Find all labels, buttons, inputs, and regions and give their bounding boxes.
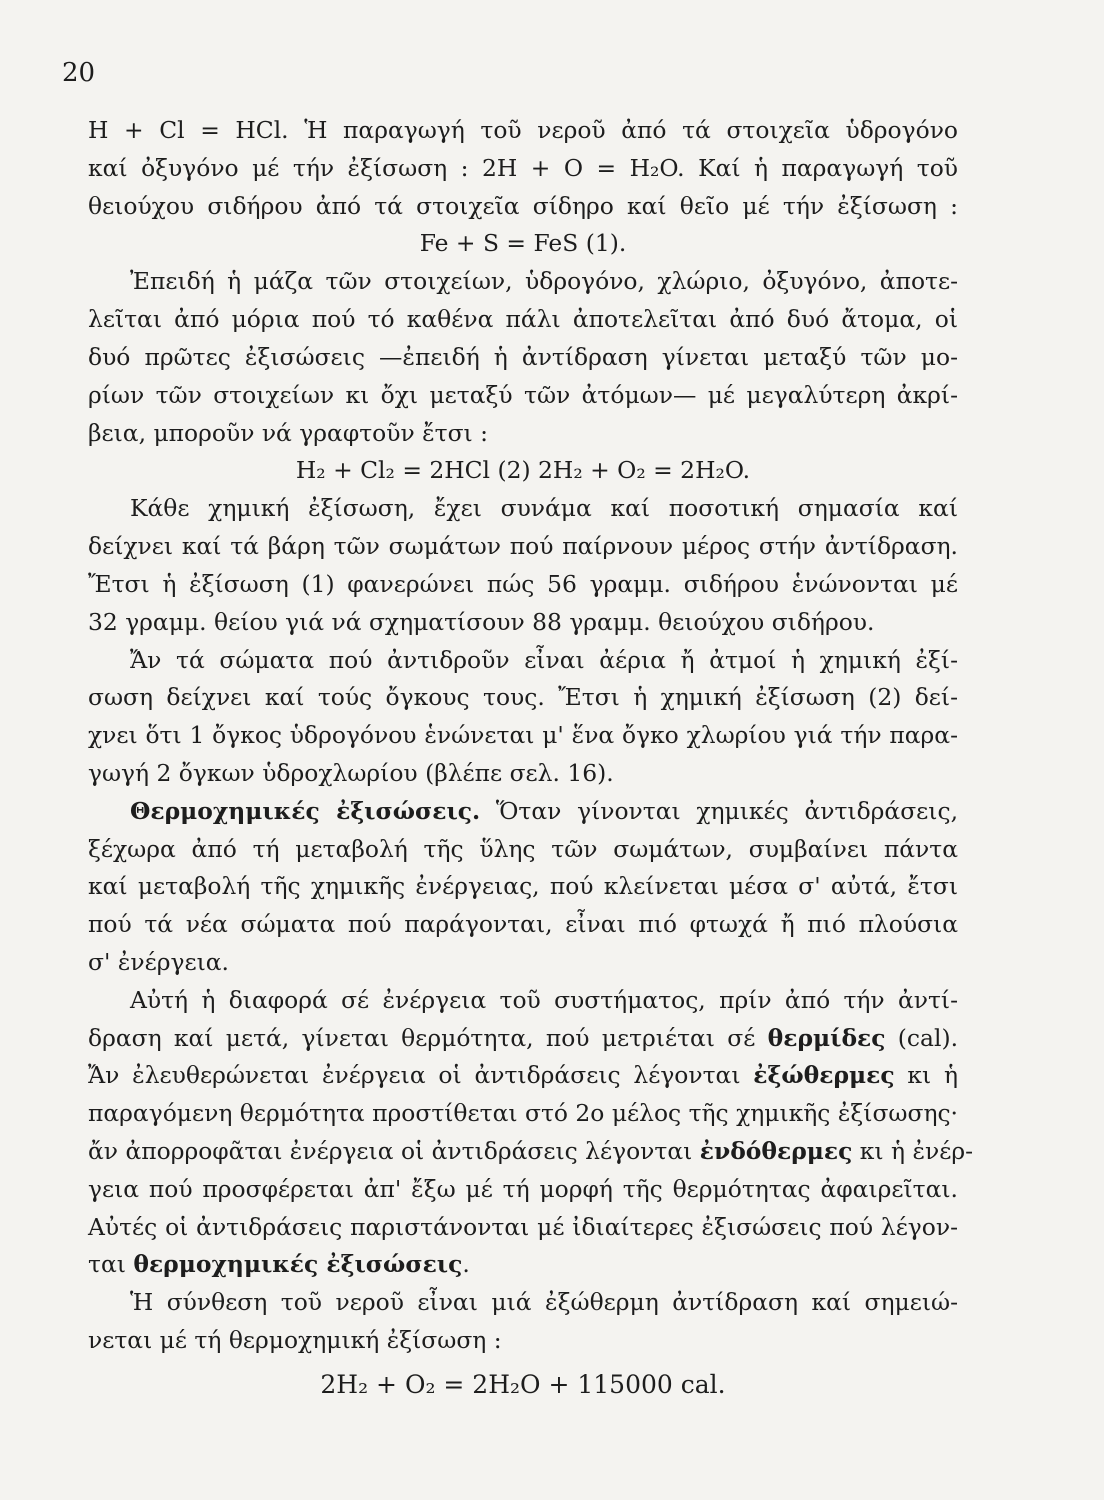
text-fragment: . bbox=[462, 1250, 470, 1279]
text-line: παραγόμενη θερμότητα προστίθεται στό 2ο μέλος τῆς χημικῆς ἐξίσωσης· bbox=[88, 1099, 958, 1128]
text-line: δείχνει καί τά βάρη τῶν σωμάτων πού παίρνουν μέρος στήν ἀντίδραση. bbox=[88, 532, 958, 561]
text-fragment: Ἄν ἐλευθερώνεται ἐνέργεια οἱ ἀντιδράσεις λέγονται bbox=[88, 1061, 754, 1090]
page-number: 20 bbox=[62, 58, 96, 88]
text-line bbox=[88, 1020, 958, 1058]
equation-3: 2H₂ + O₂ = 2H₂O + 115000 cal. bbox=[320, 1369, 726, 1399]
text-fragment: κι ἡ ἐνέρ- bbox=[852, 1136, 974, 1165]
text-line: ρίων τῶν στοιχείων κι ὄχι μεταξύ τῶν ἀτόμων— μέ μεγαλύτερη ἀκρί- bbox=[88, 380, 958, 409]
text-line: δυό πρῶτες ἐξισώσεις —ἐπειδή ἡ ἀντίδραση γίνεται μεταξύ τῶν μο- bbox=[88, 342, 958, 371]
text-line bbox=[88, 1133, 974, 1171]
text-line: Ἐπειδή ἡ μάζα τῶν στοιχείων, ὑδρογόνο, χλώριο, ὀξυγόνο, ἀποτε- bbox=[130, 267, 958, 296]
page-text bbox=[88, 112, 974, 1404]
section-heading-line bbox=[88, 793, 958, 831]
text-line: Αὐτή ἡ διαφορά σέ ἐνέργεια τοῦ συστήματος, πρίν ἀπό τήν ἀντί- bbox=[130, 985, 958, 1014]
text-fragment: ται bbox=[88, 1250, 134, 1279]
text-line: 32 γραμμ. θείου γιά νά σχηματίσουν 88 γραμμ. θειούχου σιδήρου. bbox=[88, 607, 875, 636]
term-endothermic: ἐνδόθερμες bbox=[699, 1136, 853, 1165]
text-line bbox=[88, 1246, 958, 1284]
text-fragment: κι ἡ bbox=[894, 1061, 958, 1090]
term-thermochemical-equations: θερμοχημικές ἐξισώσεις bbox=[133, 1250, 463, 1279]
equation-2: H₂ + Cl₂ = 2HCl (2) 2H₂ + O₂ = 2H₂O. bbox=[295, 456, 751, 485]
text-line: καί μεταβολή τῆς χημικῆς ἐνέργειας, πού κλείνεται μέσα σ' αὐτά, ἔτσι bbox=[88, 872, 958, 901]
text-line: Ἡ σύνθεση τοῦ νεροῦ εἶναι μιά ἐξώθερμη ἀντίδραση καί σημειώ- bbox=[130, 1288, 958, 1317]
term-calories: θερμίδες bbox=[767, 1023, 886, 1052]
text-line: ξέχωρα ἀπό τή μεταβολή τῆς ὕλης τῶν σωμάτων, συμβαίνει πάντα bbox=[88, 834, 958, 863]
text-fragment: Ὅταν γίνονται χημικές ἀντιδράσεις, bbox=[480, 796, 959, 825]
text-line bbox=[88, 1057, 958, 1095]
text-line: σωση δείχνει καί τούς ὄγκους τους. Ἔτσι ἡ χημική ἐξίσωση (2) δεί- bbox=[88, 683, 958, 712]
section-heading: Θερμοχημικές ἐξισώσεις. bbox=[130, 796, 481, 825]
text-line: γεια πού προσφέρεται ἀπ' ἔξω μέ τή μορφή τῆς θερμότητας ἀφαιρεῖται. bbox=[88, 1174, 958, 1203]
term-exothermic: ἐξώθερμες bbox=[753, 1061, 895, 1090]
text-line: Κάθε χημική ἐξίσωση, ἔχει συνάμα καί ποσοτική σημασία καί bbox=[130, 494, 958, 523]
text-line: βεια, μποροῦν νά γραφτοῦν ἔτσι : bbox=[88, 418, 489, 447]
text-line: σ' ἐνέργεια. bbox=[88, 947, 229, 976]
text-line: λεῖται ἀπό μόρια πού τό καθένα πάλι ἀποτελεῖται ἀπό δυό ἄτομα, οἱ bbox=[88, 305, 958, 334]
text-line: Ἔτσι ἡ ἐξίσωση (1) φανερώνει πώς 56 γραμμ. σιδήρου ἑνώνονται μέ bbox=[88, 569, 958, 598]
text-line: καί ὀξυγόνο μέ τήν ἐξίσωση : 2H + O = H₂O. Καί ἡ παραγωγή τοῦ bbox=[88, 153, 958, 182]
text-line: γωγή 2 ὄγκων ὑδροχλωρίου (βλέπε σελ. 16). bbox=[88, 758, 614, 787]
text-fragment: ἄν ἀπορροφᾶται ἐνέργεια οἱ ἀντιδράσεις λέγονται bbox=[88, 1136, 700, 1165]
text-fragment: δραση καί μετά, γίνεται θερμότητα, πού μετριέται σέ bbox=[88, 1023, 768, 1052]
text-line: Αὐτές οἱ ἀντιδράσεις παριστάνονται μέ ἰδιαίτερες ἐξισώσεις πού λέγον- bbox=[88, 1212, 958, 1241]
text-line: H + Cl = HCl. Ἡ παραγωγή τοῦ νεροῦ ἀπό τά στοιχεῖα ὑδρογόνο bbox=[88, 116, 958, 144]
text-fragment: (cal). bbox=[885, 1023, 959, 1052]
text-line: χνει ὅτι 1 ὄγκος ὑδρογόνου ἑνώνεται μ' ἕνα ὄγκο χλωρίου γιά τήν παρα- bbox=[88, 721, 958, 750]
text-line: πού τά νέα σώματα πού παράγονται, εἶναι πιό φτωχά ἤ πιό πλούσια bbox=[88, 910, 958, 939]
text-line: θειούχου σιδήρου ἀπό τά στοιχεῖα σίδηρο καί θεῖο μέ τήν ἐξίσωση : bbox=[88, 191, 958, 220]
text-line: Ἄν τά σώματα πού ἀντιδροῦν εἶναι ἀέρια ἤ ἀτμοί ἡ χημική ἐξί- bbox=[130, 645, 958, 674]
text-line: νεται μέ τή θερμοχημική ἐξίσωση : bbox=[88, 1325, 502, 1354]
equation-1: Fe + S = FeS (1). bbox=[419, 229, 627, 258]
